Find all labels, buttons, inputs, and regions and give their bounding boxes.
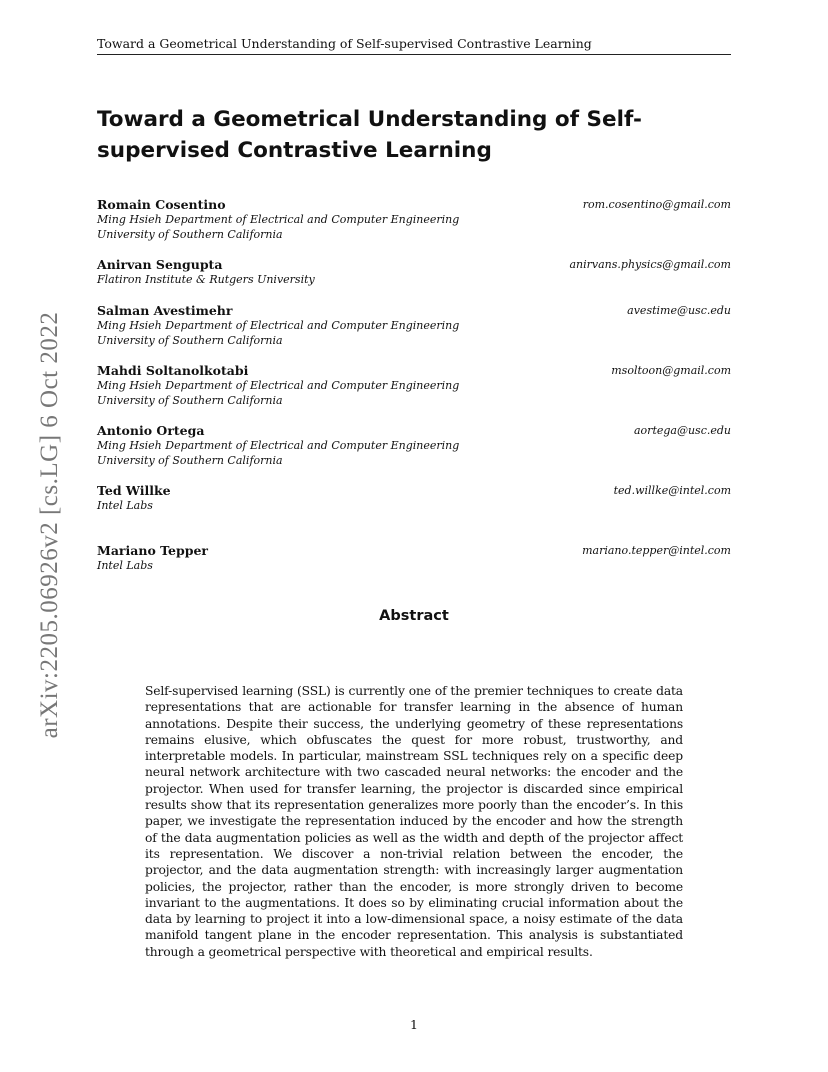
abstract-heading: Abstract bbox=[379, 608, 449, 624]
author-email[interactable]: rom.cosentino@gmail.com bbox=[582, 198, 731, 211]
author-email[interactable]: ted.willke@intel.com bbox=[613, 484, 731, 497]
abstract-text: Self-supervised learning (SSL) is currently one of the premier techniques to create data representations that are actionable for transfer learning in the absence of human annotations. Despite their success, the underlying geometry of these representations remains elusive, which obfuscates the quest for more robust, trustworthy, and interpretable models. In particular, mainstream SSL techniques rely on a specific deep neural network architecture with two cascaded neural networks: the encoder and the projector. When used for transfer learning, the projector is discarded since empirical results show that its representation generalizes more poorly than the encoder’s. In this paper, we investigate the representation induced by the encoder and how the strength of the data augmentation policies as well as the width and depth of the projector affect its representation. We discover a non-trivial relation between the encoder, the projector, and the data augmentation strength: with increasingly larger augmentation policies, the projector, rather than the encoder, is more strongly driven to become invariant to the augmentations. It does so by eliminating crucial information about the data by learning to project it into a low-dimensional space, a noisy estimate of the data manifold tangent plane in the encoder representation. This analysis is substantiated through a geometrical perspective with theoretical and empirical results. bbox=[145, 684, 683, 959]
author-name: Ted Willke bbox=[97, 483, 171, 498]
author-affiliation: Ming Hsieh Department of Electrical and Computer Engineering bbox=[97, 439, 460, 452]
running-head: Toward a Geometrical Understanding of Self-supervised Contrastive Learning bbox=[97, 36, 731, 55]
author-email[interactable]: anirvans.physics@gmail.com bbox=[569, 258, 731, 271]
author-email[interactable]: mariano.tepper@intel.com bbox=[582, 544, 731, 557]
author-affiliation: Intel Labs bbox=[97, 499, 153, 512]
author-name: Mahdi Soltanolkotabi bbox=[97, 363, 249, 378]
page-number: 1 bbox=[410, 1017, 418, 1032]
author-email[interactable]: avestime@usc.edu bbox=[627, 304, 731, 317]
author-block bbox=[97, 197, 731, 257]
author-block bbox=[97, 423, 731, 483]
author-affiliation: Flatiron Institute & Rutgers University bbox=[97, 273, 315, 286]
author-email[interactable]: msoltoon@gmail.com bbox=[611, 364, 731, 377]
author-list bbox=[97, 197, 731, 583]
author-email[interactable]: aortega@usc.edu bbox=[634, 424, 731, 437]
author-affiliation: University of Southern California bbox=[97, 334, 283, 347]
author-name: Salman Avestimehr bbox=[97, 303, 233, 318]
author-affiliation: Intel Labs bbox=[97, 559, 153, 572]
author-block bbox=[97, 543, 731, 583]
author-block bbox=[97, 363, 731, 423]
author-affiliation: Ming Hsieh Department of Electrical and Computer Engineering bbox=[97, 213, 460, 226]
author-affiliation: University of Southern California bbox=[97, 228, 283, 241]
author-block bbox=[97, 483, 731, 543]
author-affiliation: University of Southern California bbox=[97, 394, 283, 407]
author-name: Romain Cosentino bbox=[97, 197, 226, 212]
author-block bbox=[97, 257, 731, 303]
author-affiliation: Ming Hsieh Department of Electrical and Computer Engineering bbox=[97, 319, 460, 332]
paper-title: Toward a Geometrical Understanding of Self-supervised Contrastive Learning bbox=[97, 107, 642, 163]
author-name: Mariano Tepper bbox=[97, 543, 208, 558]
author-affiliation: University of Southern California bbox=[97, 454, 283, 467]
arxiv-stamp: arXiv:2205.06926v2 [cs.LG] 6 Oct 2022 bbox=[36, 311, 63, 739]
author-name: Anirvan Sengupta bbox=[97, 257, 223, 272]
author-name: Antonio Ortega bbox=[97, 423, 205, 438]
author-affiliation: Ming Hsieh Department of Electrical and Computer Engineering bbox=[97, 379, 460, 392]
author-block bbox=[97, 303, 731, 363]
